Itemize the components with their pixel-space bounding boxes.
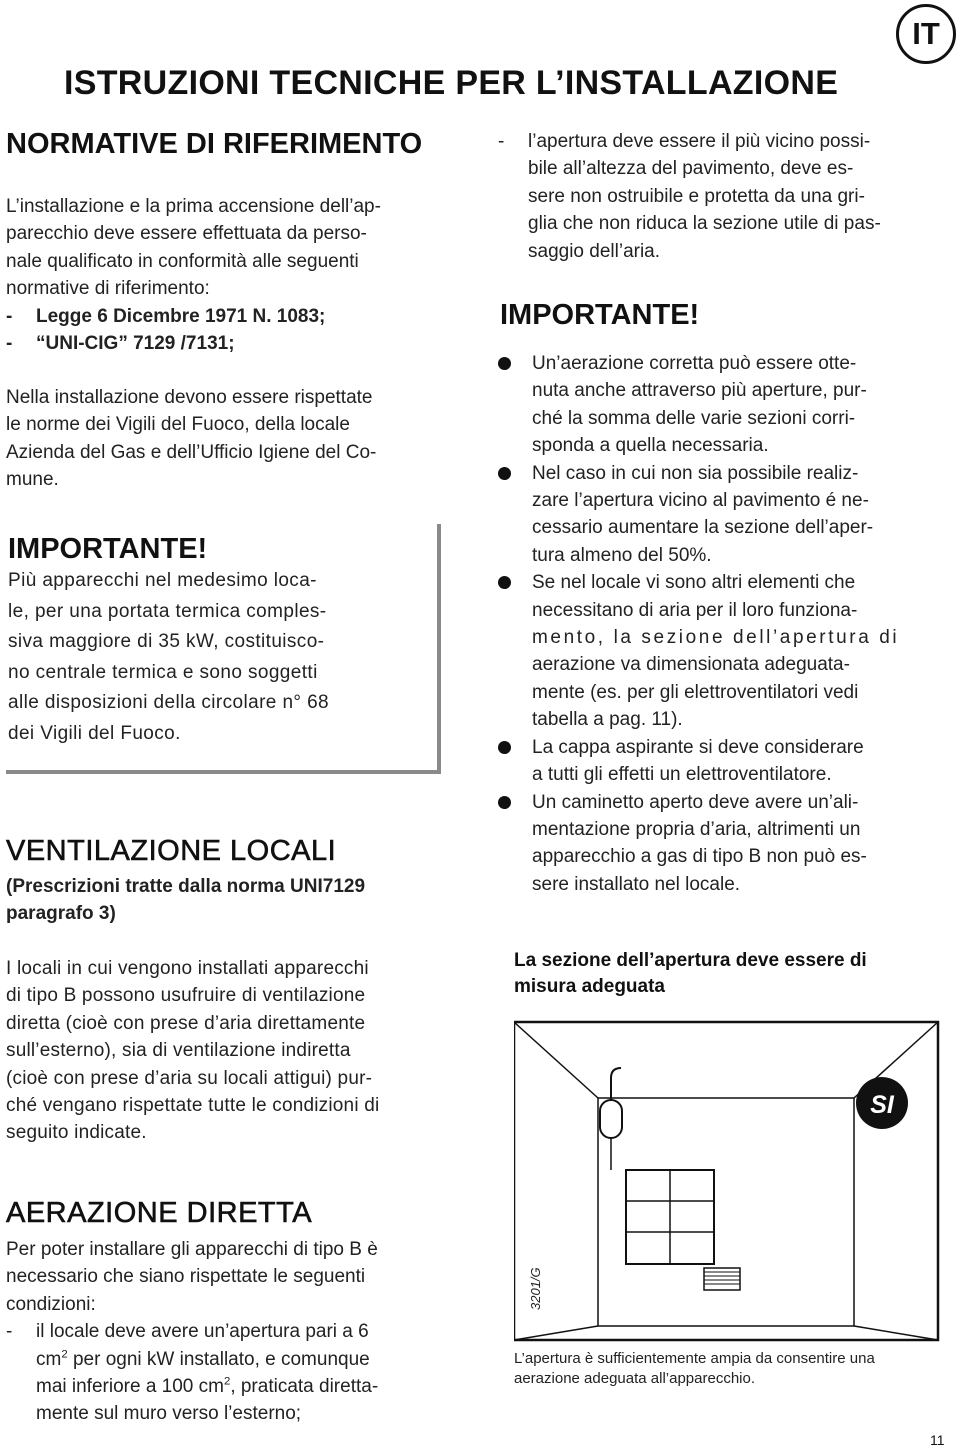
- language-badge: IT: [896, 4, 956, 64]
- page-title: ISTRUZIONI TECNICHE PER L’INSTALLAZIONE: [64, 64, 839, 102]
- figure-caption-bottom: L’apertura è sufficientemente ampia da consentire una aerazione adeguata all’apparecchio.: [514, 1350, 875, 1387]
- important-box: [6, 524, 441, 774]
- text-line: paragrafo 3): [6, 903, 116, 925]
- aerazione-heading: AERAZIONE DIRETTA: [6, 1197, 313, 1229]
- text-line: parecchio deve essere effettuata da perso-: [6, 223, 367, 245]
- text-line: condizioni:: [6, 1293, 96, 1315]
- normative-rules: [6, 384, 438, 494]
- text-line: dei Vigili del Fuoco.: [8, 722, 181, 744]
- room-ventilation-illustration: [514, 1020, 940, 1342]
- bullet-item: La cappa aspirante si deve considerare a tutti gli effetti un elettroventilatore.: [498, 734, 936, 789]
- text-line: (Prescrizioni tratte dalla norma UNI7129: [6, 876, 366, 897]
- normative-ref-uni: - “UNI-CIG” 7129 /7131;: [6, 333, 235, 355]
- approval-badge-text: SI: [870, 1091, 894, 1119]
- important-title: IMPORTANTE!: [8, 533, 208, 565]
- text-line: (cioè con prese d’aria su locali attigui) pur-: [6, 1067, 373, 1089]
- text-line: glia che non riduca la sezione utile di pas-: [528, 213, 881, 235]
- text-line: mune.: [6, 469, 59, 491]
- text-line: le, per una portata termica comples-: [8, 600, 327, 622]
- text-line: mente sul muro verso l’esterno;: [36, 1403, 302, 1425]
- text-line: seguito indicate.: [6, 1122, 147, 1144]
- normative-heading: NORMATIVE DI RIFERIMENTO: [6, 128, 423, 160]
- text-line: sere non ostruibile e protetta da una gri-: [528, 185, 865, 207]
- text-line: L’installazione e la prima accensione dell’ap-: [6, 196, 381, 217]
- figure-caption-top: La sezione dell’apertura deve essere di misura adeguata: [514, 950, 867, 997]
- page-number: 11: [930, 1432, 945, 1448]
- ventilazione-subheading: [6, 873, 438, 928]
- aerazione-text: [6, 1236, 438, 1428]
- important-bullets: [498, 350, 936, 898]
- text-line: diretta (cioè con prese d’aria direttamente: [6, 1012, 366, 1034]
- normative-ref-law: - Legge 6 Dicembre 1971 N. 1083;: [6, 305, 326, 327]
- text-line: sull’esterno), sia di ventilazione indiretta: [6, 1040, 351, 1062]
- opening-requirement: - l’apertura deve essere il più vicino possi- bile all’altezza del pavimento, deve es- sere non ostruibile e protetta da una gri- glia che non riduca la sezione utile di pas- saggio dell’aria.: [498, 128, 934, 265]
- ventilazione-heading: VENTILAZIONE LOCALI: [6, 835, 337, 867]
- ventilazione-text: [6, 955, 438, 1147]
- text-line: necessario che siano rispettate le seguenti: [6, 1266, 366, 1288]
- bullet-item: Se nel locale vi sono altri elementi che necessitano di aria per il loro funziona- mento, la sezione dell’apertura di aerazione va dimensionata adeguata- mente (es. per gli elettroventilatori vedi tabella a pag. 11).: [498, 569, 936, 733]
- text-line: I locali in cui vengono installati apparecchi: [6, 958, 369, 979]
- aerazione-item: - il locale deve avere un’apertura pari a 6 $cm^2$ per ogni kW installato, e comunque mai inferiore a 100 $cm^2$, praticata diretta- mente sul muro verso l’esterno;: [6, 1318, 438, 1428]
- important-text: [8, 566, 437, 749]
- text-line: alle disposizioni della circolare n° 68: [8, 692, 330, 713]
- text-line: Azienda del Gas e dell’Ufficio Igiene del Co-: [6, 441, 377, 463]
- text-line: ché vengano rispettate tutte le condizioni di: [6, 1095, 380, 1117]
- text-line: no centrale termica e sono soggetti: [8, 661, 318, 683]
- text-line: $cm^2$ per ogni kW installato, e comunque: [36, 1348, 370, 1370]
- bullet-item: Un caminetto aperto deve avere un’ali- mentazione propria d’aria, altrimenti un apparecchio a gas di tipo B non può es- sere installato nel locale.: [498, 789, 936, 899]
- text-line: Più apparecchi nel medesimo loca-: [8, 570, 317, 591]
- text-line: le norme dei Vigili del Fuoco, della locale: [6, 414, 350, 436]
- text-line: mai inferiore a 100 $cm^2$, praticata diretta-: [36, 1375, 379, 1398]
- text-line: nale qualificato in conformità alle seguenti: [6, 250, 359, 272]
- text-line: saggio dell’aria.: [528, 240, 661, 262]
- text-line: Per poter installare gli apparecchi di tipo B è: [6, 1239, 378, 1260]
- bullet-item: Nel caso in cui non sia possibile realiz- zare l’apertura vicino al pavimento é ne- cessario aumentare la sezione dell’aper- tura almeno del 50%.: [498, 460, 936, 570]
- text-line: il locale deve avere un’apertura pari a 6: [36, 1321, 369, 1343]
- text-line: di tipo B possono usufruire di ventilazione: [6, 985, 366, 1007]
- important-right-title: IMPORTANTE!: [500, 299, 700, 331]
- text-line: Nella installazione devono essere rispettate: [6, 387, 373, 408]
- text-line: bile all’altezza del pavimento, deve es-: [528, 158, 854, 180]
- figure-code: 3201/G: [528, 1267, 543, 1310]
- text-line: normative di riferimento:: [6, 278, 210, 300]
- text-line: l’apertura deve essere il più vicino possi-: [528, 131, 871, 152]
- text-line: siva maggiore di 35 kW, costituisco-: [8, 631, 325, 652]
- bullet-item: Un’aerazione corretta può essere otte- nuta anche attraverso più aperture, pur- ché la somma delle varie sezioni corri- sponda a quella necessaria.: [498, 350, 936, 460]
- normative-intro: [6, 193, 438, 357]
